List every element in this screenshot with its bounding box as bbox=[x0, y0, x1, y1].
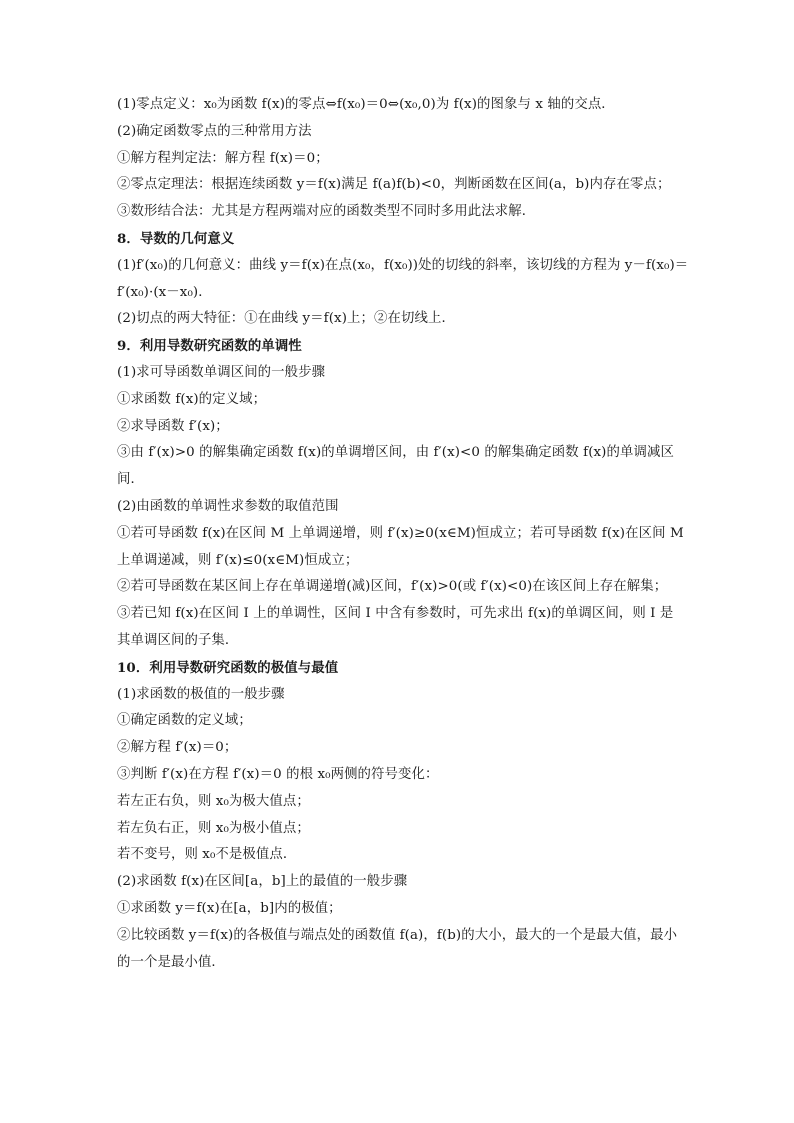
text-line: ②零点定理法：根据连续函数 y＝f(x)满足 f(a)f(b)<0，判断函数在区间(a，b)内存在零点； bbox=[117, 177, 671, 193]
section-heading: 9．利用导数研究函数的单调性 bbox=[117, 338, 302, 355]
text-line: (2)切点的两大特征：①在曲线 y＝f(x)上；②在切线上． bbox=[117, 311, 455, 327]
text-line: (2)由函数的单调性求参数的取值范围 bbox=[117, 498, 339, 514]
text-line: 其单调区间的子集． bbox=[117, 632, 239, 648]
document-text bbox=[117, 92, 689, 976]
text-line: (1)f′(x₀)的几何意义：曲线 y＝f(x)在点(x₀，f(x₀))处的切线的斜率，该切线的方程为 y－f(x₀)＝ bbox=[117, 257, 689, 273]
text-line: (1)求函数的极值的一般步骤 bbox=[117, 686, 285, 702]
text-line: ③数形结合法：尤其是方程两端对应的函数类型不同时多用此法求解． bbox=[117, 204, 536, 220]
text-line: 若左负右正，则 x₀为极小值点； bbox=[117, 820, 310, 836]
text-line: (1)求可导函数单调区间的一般步骤 bbox=[117, 364, 326, 380]
text-line: ①若可导函数 f(x)在区间 M 上单调递增，则 f′(x)≥0(x∈M)恒成立；若可导函数 f(x)在区间 M bbox=[117, 525, 684, 541]
text-line: ②求导函数 f′(x)； bbox=[117, 418, 229, 434]
text-line: (2)求函数 f(x)在区间[a，b]上的最值的一般步骤 bbox=[117, 874, 408, 890]
text-line: ②解方程 f′(x)＝0； bbox=[117, 740, 238, 756]
text-line: ②比较函数 y＝f(x)的各极值与端点处的函数值 f(a)，f(b)的大小，最大的一个是最大值，最小 bbox=[117, 927, 678, 943]
text-line: ③若已知 f(x)在区间 I 上的单调性，区间 I 中含有参数时，可先求出 f(x)的单调区间，则 I 是 bbox=[117, 606, 674, 622]
text-line: (2)确定函数零点的三种常用方法 bbox=[117, 123, 312, 139]
text-line: ②若可导函数在某区间上存在单调递增(减)区间，f′(x)>0(或 f′(x)<0)在该区间上存在解集； bbox=[117, 579, 668, 595]
text-line: ③由 f′(x)>0 的解集确定函数 f(x)的单调增区间，由 f′(x)<0 的解集确定函数 f(x)的单调减区 bbox=[117, 445, 674, 461]
text-line: 若左正右负，则 x₀为极大值点； bbox=[117, 793, 310, 809]
text-line: 若不变号，则 x₀不是极值点． bbox=[117, 847, 297, 863]
text-line: (1)零点定义：x₀为函数 f(x)的零点⇔f(x₀)＝0⇔(x₀,0)为 f(x)的图象与 x 轴的交点． bbox=[117, 97, 615, 112]
text-line: 上单调递减，则 f′(x)≤0(x∈M)恒成立； bbox=[117, 552, 359, 568]
text-line: ①解方程判定法：解方程 f(x)＝0； bbox=[117, 150, 329, 166]
text-line: 的一个是最小值． bbox=[117, 954, 225, 970]
text-line: 间． bbox=[117, 472, 144, 488]
text-line: ①求函数 y＝f(x)在[a，b]内的极值； bbox=[117, 900, 342, 916]
text-line: f′(x₀)·(x－x₀)． bbox=[117, 284, 212, 300]
text-line: ③判断 f′(x)在方程 f′(x)＝0 的根 x₀两侧的符号变化： bbox=[117, 766, 439, 782]
text-line: ①求函数 f(x)的定义域； bbox=[117, 391, 267, 407]
section-heading: 10．利用导数研究函数的极值与最值 bbox=[117, 659, 339, 676]
section-heading: 8．导数的几何意义 bbox=[117, 230, 235, 247]
text-line: ①确定函数的定义域； bbox=[117, 713, 252, 729]
